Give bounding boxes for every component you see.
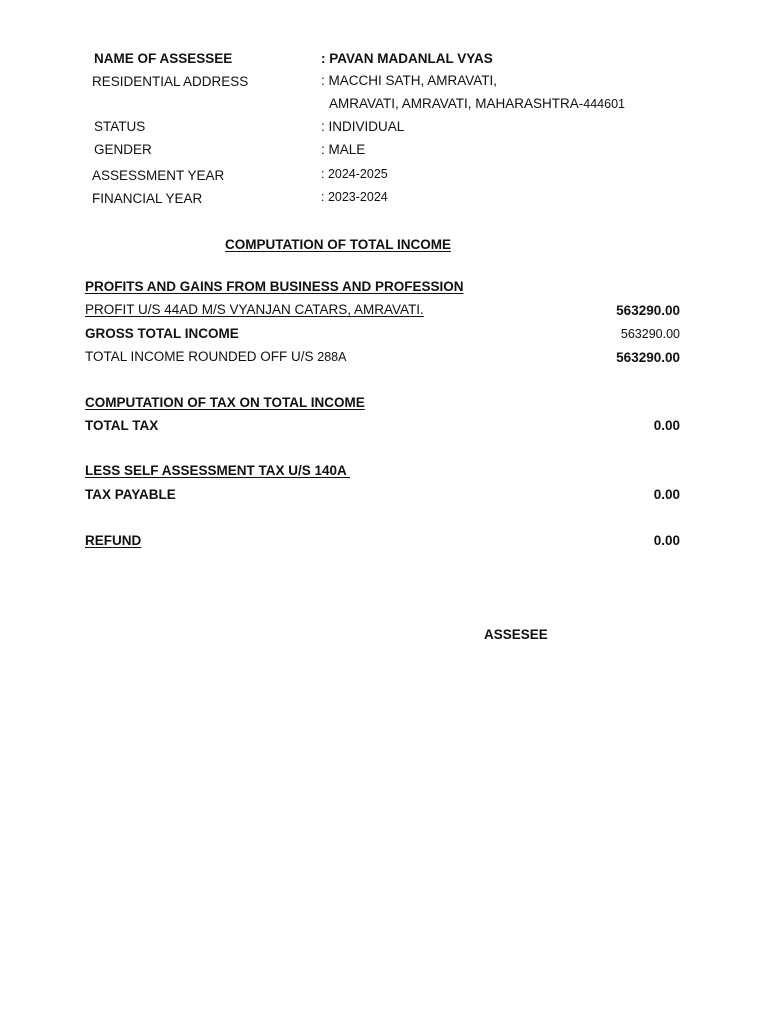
address-line-1: : MACCHI SATH, AMRAVATI,	[321, 73, 498, 88]
address-pin-code: 444601	[583, 97, 625, 111]
gross-total-income-label: GROSS TOTAL INCOME	[85, 326, 239, 341]
tax-payable-value: 0.00	[653, 487, 680, 502]
gender-value: : MALE	[321, 142, 366, 157]
status-value: : INDIVIDUAL	[321, 119, 405, 134]
computation-title: COMPUTATION OF TOTAL INCOME	[225, 237, 451, 252]
gender-label: GENDER	[94, 142, 152, 157]
refund-label: REFUND	[85, 533, 142, 548]
rounded-label-main: TOTAL INCOME ROUNDED OFF U/S	[85, 349, 318, 364]
business-income-heading: PROFITS AND GAINS FROM BUSINESS AND PROFESSION	[85, 279, 464, 294]
assessee-name-value: : PAVAN MADANLAL VYAS	[321, 51, 493, 66]
status-label: STATUS	[94, 119, 146, 134]
self-assessment-tax-heading: LESS SELF ASSESSMENT TAX U/S 140A	[85, 463, 351, 478]
address-label: RESIDENTIAL ADDRESS	[92, 74, 249, 89]
address-line-2	[329, 96, 625, 112]
total-income-rounded-value: 563290.00	[616, 350, 680, 365]
profit-label: PROFIT U/S 44AD M/S VYANJAN CATARS, AMRAVATI.	[85, 302, 424, 317]
rounded-label-section: 288A	[317, 350, 347, 364]
assessee-signature-label: ASSESEE	[484, 627, 548, 642]
address-line-2-main: AMRAVATI, AMRAVATI, MAHARASHTRA-	[329, 96, 584, 111]
total-tax-label: TOTAL TAX	[85, 418, 159, 433]
profit-value: 563290.00	[616, 303, 680, 318]
financial-year-label: FINANCIAL YEAR	[92, 191, 203, 206]
gross-total-income-value: 563290.00	[620, 327, 680, 341]
financial-year-value: : 2023-2024	[321, 190, 388, 204]
assessee-name-label: NAME OF ASSESSEE	[94, 51, 233, 66]
assessment-year-value: : 2024-2025	[321, 167, 388, 181]
tax-payable-label: TAX PAYABLE	[85, 487, 176, 502]
tax-computation-heading: COMPUTATION OF TAX ON TOTAL INCOME	[85, 395, 365, 410]
assessment-year-label: ASSESSMENT YEAR	[92, 168, 225, 183]
total-tax-value: 0.00	[653, 418, 680, 433]
total-income-rounded-label	[85, 349, 346, 365]
refund-value: 0.00	[653, 533, 680, 548]
